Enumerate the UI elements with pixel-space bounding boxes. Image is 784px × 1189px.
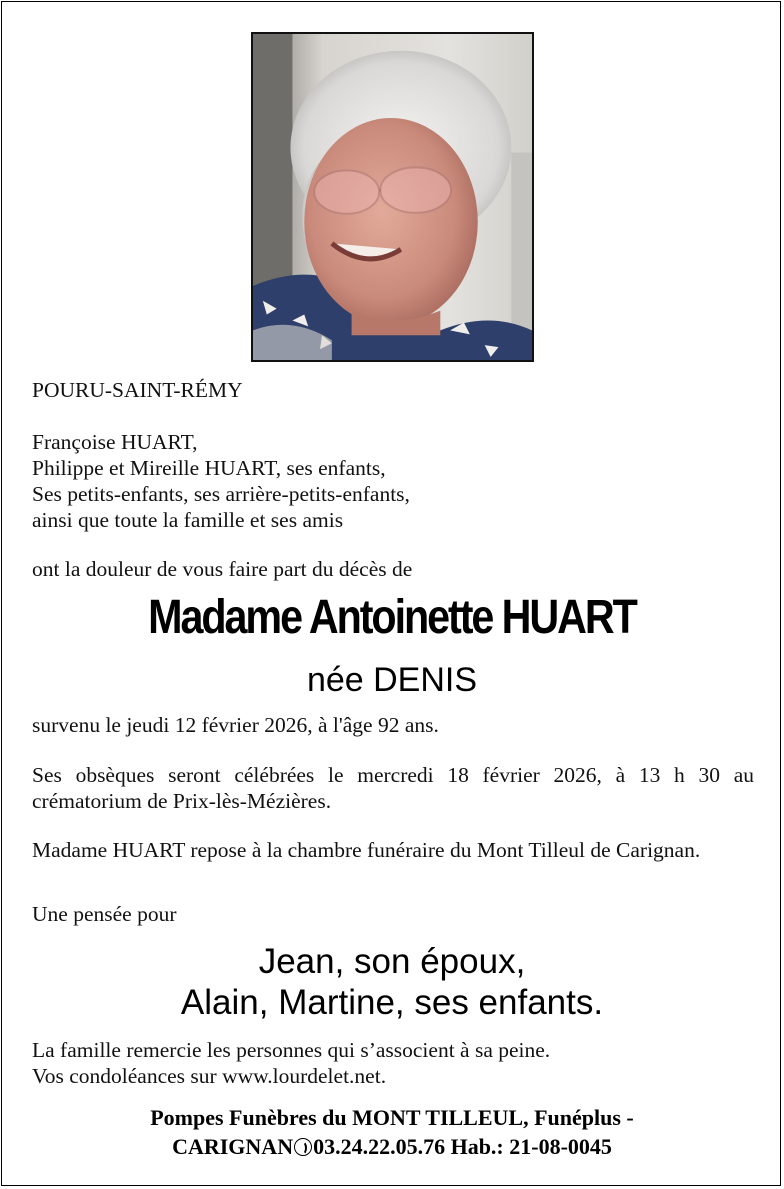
funeral-info: Ses obsèques seront célébrées le mercredi 18 février 2026, à 13 h 30 au crématorium de Prix-lès-Mézières. bbox=[32, 763, 754, 813]
phone-number: 03.24.22.05.76 bbox=[313, 1134, 446, 1159]
phone-icon bbox=[294, 1138, 312, 1156]
family-line: Philippe et Mireille HUART, ses enfants, bbox=[32, 456, 386, 480]
family-line: ainsi que toute la famille et ses amis bbox=[32, 508, 344, 532]
habilitation-number: Hab.: 21-08-0045 bbox=[450, 1134, 612, 1159]
resting-info: Madame HUART repose à la chambre funéraire du Mont Tilleul de Carignan. bbox=[32, 838, 701, 862]
family-list bbox=[32, 429, 754, 533]
family-line: Françoise HUART, bbox=[32, 430, 198, 454]
announcement-text: ont la douleur de vous faire part du décès de bbox=[32, 557, 413, 581]
location-heading: POURU-SAINT-RÉMY bbox=[32, 378, 243, 402]
funeral-home-contact bbox=[0, 1132, 784, 1161]
portrait-photo bbox=[251, 32, 534, 362]
funeral-home-name: Pompes Funèbres du MONT TILLEUL, Funéplus - bbox=[150, 1105, 634, 1130]
funeral-home-city: CARIGNAN bbox=[172, 1134, 294, 1159]
maiden-name: née DENIS bbox=[306, 661, 478, 699]
thanks-text bbox=[32, 1037, 754, 1089]
thanks-line: La famille remercie les personnes qui s’associent à sa peine. bbox=[32, 1038, 551, 1062]
condolences-line: Vos condoléances sur www.lourdelet.net. bbox=[32, 1064, 387, 1088]
remembered-line: Alain, Martine, ses enfants. bbox=[180, 983, 604, 1022]
family-line: Ses petits-enfants, ses arrière-petits-enfants, bbox=[32, 482, 410, 506]
thought-intro: Une pensée pour bbox=[32, 902, 177, 926]
remembered-line: Jean, son époux, bbox=[258, 942, 526, 981]
deceased-name: Madame Antoinette HUART bbox=[148, 591, 636, 644]
death-info: survenu le jeudi 12 février 2026, à l'âge 92 ans. bbox=[32, 713, 439, 737]
